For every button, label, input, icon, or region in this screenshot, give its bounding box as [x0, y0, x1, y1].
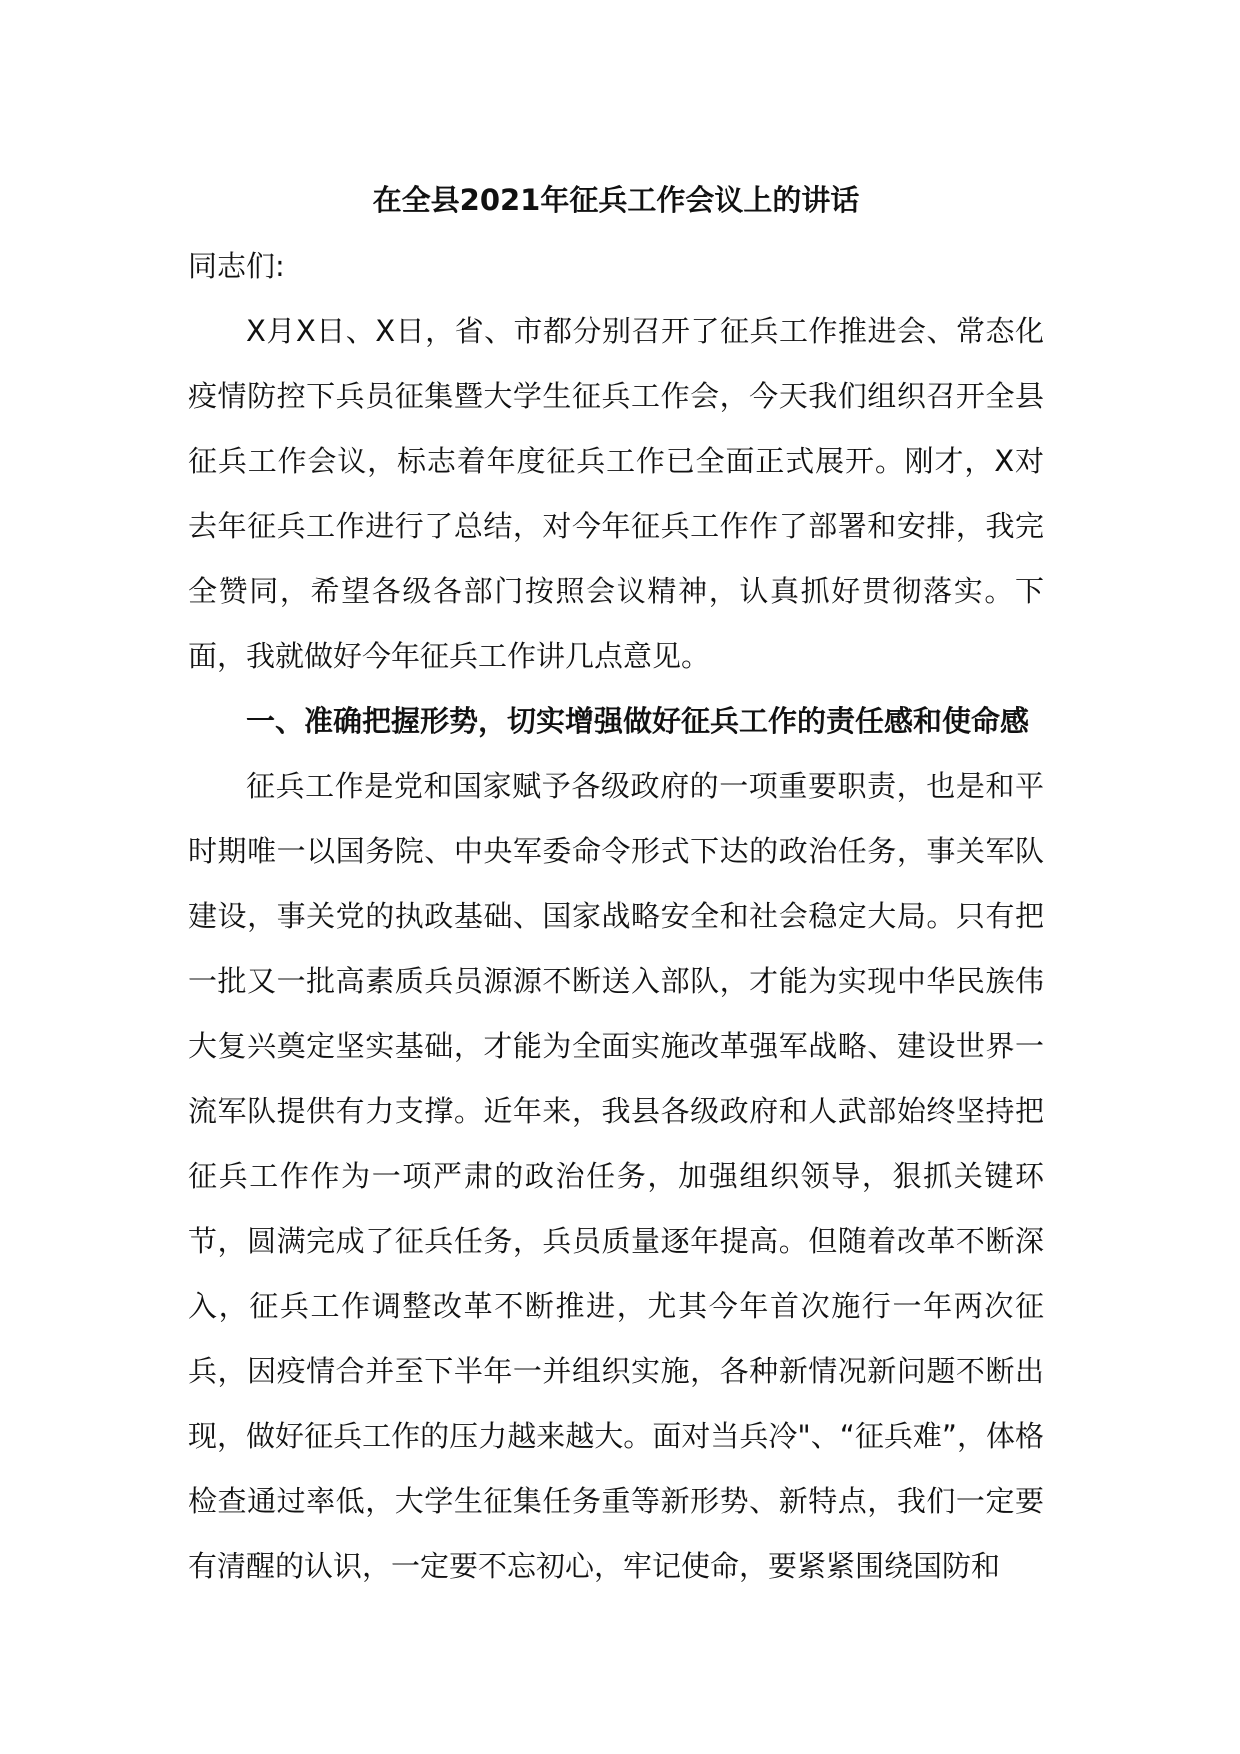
salutation: 同志们:	[188, 249, 285, 283]
paragraph-section-1: 征兵工作是党和国家赋予各级政府的一项重要职责，也是和平时期唯一以国务院、中央军委命令形式下达的政治任务，事关军队建设，事关党的执政基础、国家战略安全和社会稳定大局。只有把一批又一批高素质兵员源源不断送入部队，才能为实现中华民族伟大复兴奠定坚实基础，才能为全面实施改革强军战略、建设世界一流军队提供有力支撑。近年来，我县各级政府和人武部始终坚持把征兵工作作为一项严肃的政治任务，加强组织领导，狠抓关键环节，圆满完成了征兵任务，兵员质量逐年提高。但随着改革不断深入，征兵工作调整改革不断推进，尤其今年首次施行一年两次征兵，因疫情合并至下半年一并组织实施，各种新情况新问题不断出现，做好征兵工作的压力越来越大。面对当兵冷"、“征兵难”，体格检查通过率低，大学生征集任务重等新形势、新特点，我们一定要有清醒的认识，一定要不忘初心，牢记使命，要紧紧围绕国防和	[188, 769, 1044, 1583]
document-title: 在全县2021年征兵工作会议上的讲话	[372, 183, 860, 217]
document-body	[188, 166, 1044, 1599]
section-heading-1: 一、准确把握形势，切实增强做好征兵工作的责任感和使命感	[246, 704, 1030, 738]
paragraph-intro: X月X日、X日，省、市都分别召开了征兵工作推进会、常态化疫情防控下兵员征集暨大学生征兵工作会，今天我们组织召开全县征兵工作会议，标志着年度征兵工作已全面正式展开。刚才，X对去年征兵工作进行了总结，对今年征兵工作作了部署和安排，我完全赞同，希望各级各部门按照会议精神，认真抓好贯彻落实。下面，我就做好今年征兵工作讲几点意见。	[188, 314, 1044, 673]
